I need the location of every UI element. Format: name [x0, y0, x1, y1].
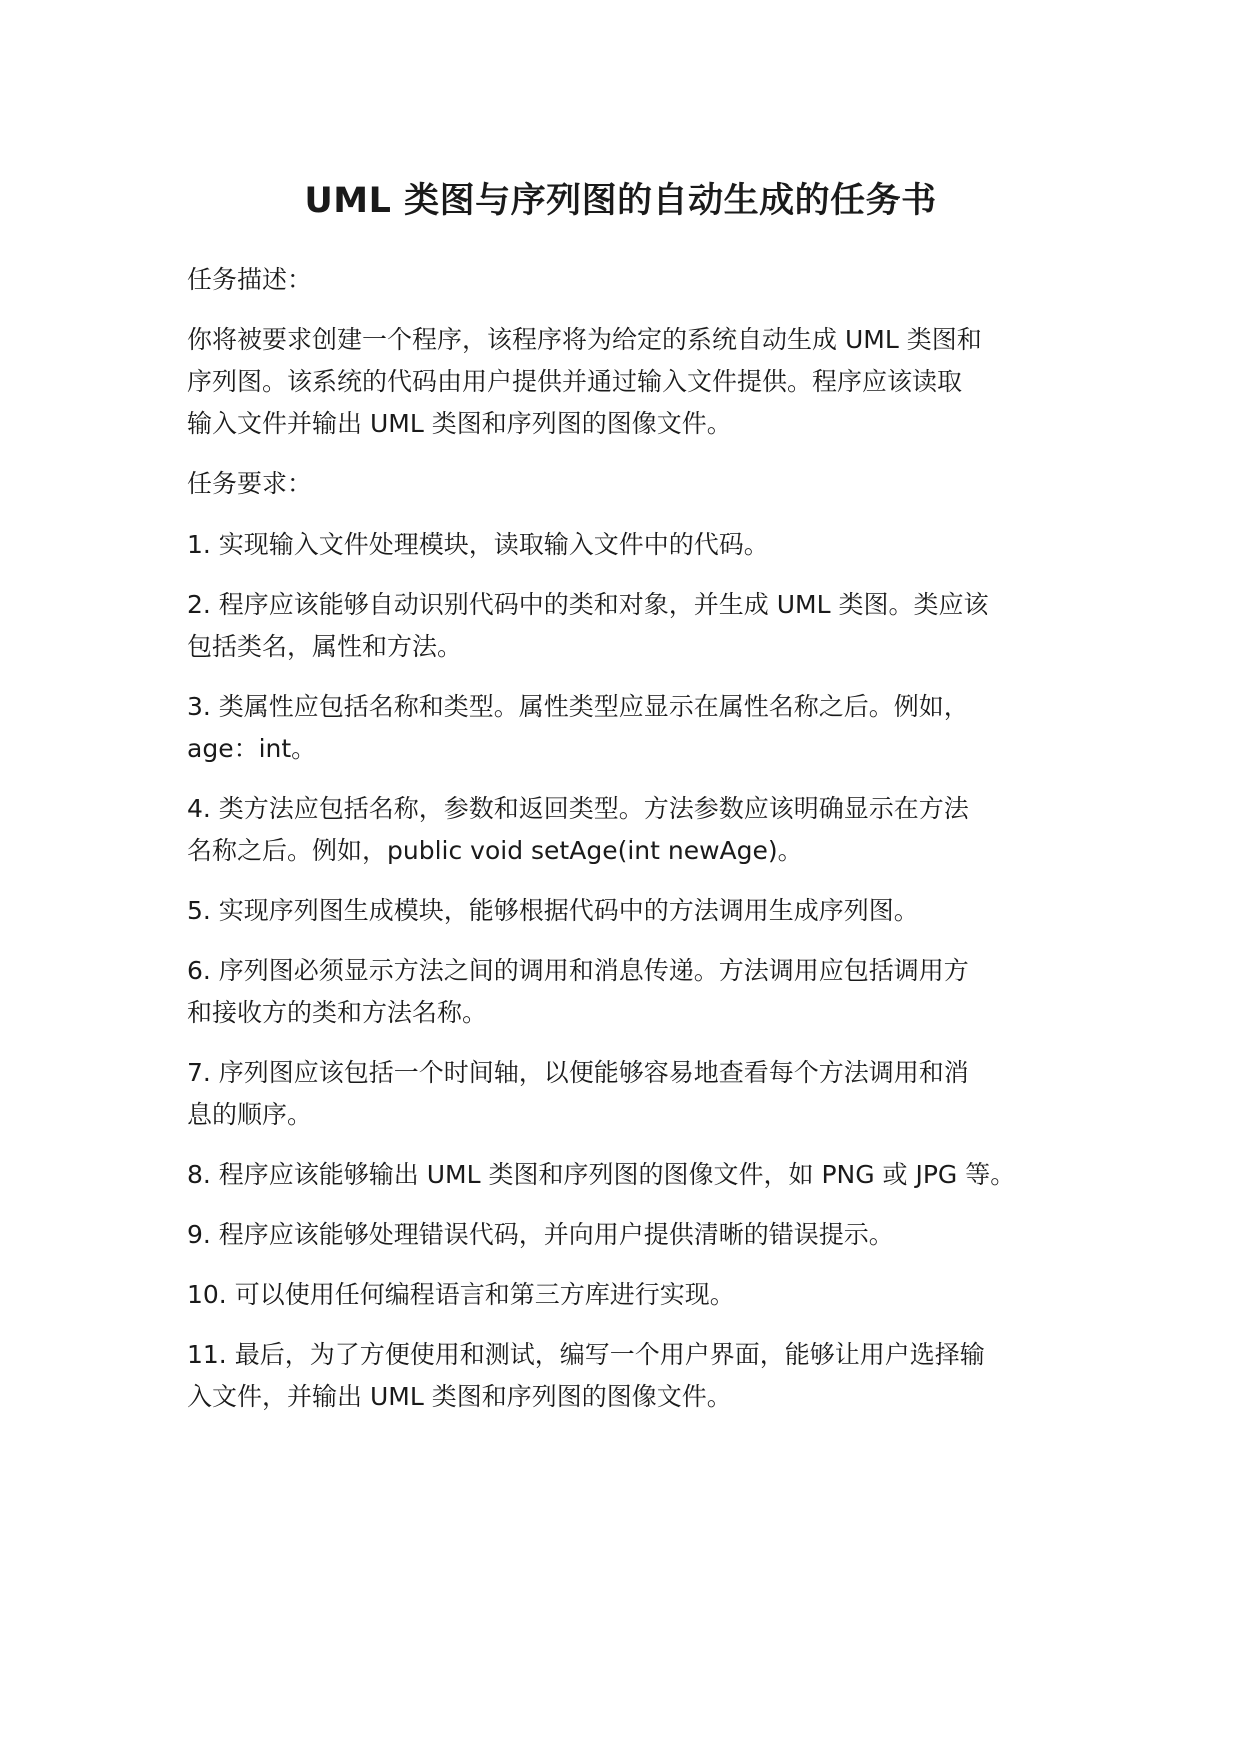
requirement-line: 10. 可以使用任何编程语言和第三方库进行实现。 — [187, 1280, 735, 1309]
requirement-line: 8. 程序应该能够输出 UML 类图和序列图的图像文件，如 PNG 或 JPG 等。 — [187, 1160, 1016, 1189]
description-line: 序列图。该系统的代码由用户提供并通过输入文件提供。程序应该读取 — [187, 367, 963, 396]
description-line: 你将被要求创建一个程序，该程序将为给定的系统自动生成 UML 类图和 — [187, 325, 982, 354]
requirement-line: 2. 程序应该能够自动识别代码中的类和对象，并生成 UML 类图。类应该 — [187, 590, 989, 619]
description-line: 输入文件并输出 UML 类图和序列图的图像文件。 — [187, 409, 732, 438]
description-heading: 任务描述： — [187, 265, 313, 294]
requirement-line: 6. 序列图必须显示方法之间的调用和消息传递。方法调用应包括调用方 — [187, 956, 969, 985]
requirement-line: age：int。 — [187, 734, 317, 763]
requirement-line: 5. 实现序列图生成模块，能够根据代码中的方法调用生成序列图。 — [187, 896, 919, 925]
requirement-line: 11. 最后，为了方便使用和测试，编写一个用户界面，能够让用户选择输 — [187, 1340, 985, 1369]
requirement-line: 9. 程序应该能够处理错误代码，并向用户提供清晰的错误提示。 — [187, 1220, 894, 1249]
requirement-line: 4. 类方法应包括名称，参数和返回类型。方法参数应该明确显示在方法 — [187, 794, 969, 823]
requirement-line: 7. 序列图应该包括一个时间轴，以便能够容易地查看每个方法调用和消 — [187, 1058, 969, 1087]
requirement-line: 入文件，并输出 UML 类图和序列图的图像文件。 — [187, 1382, 732, 1411]
requirement-line: 3. 类属性应包括名称和类型。属性类型应显示在属性名称之后。例如， — [187, 692, 969, 721]
requirement-line: 包括类名，属性和方法。 — [187, 632, 463, 661]
requirement-line: 息的顺序。 — [187, 1100, 313, 1129]
requirements-heading: 任务要求： — [187, 469, 313, 498]
document-title: UML 类图与序列图的自动生成的任务书 — [304, 181, 937, 221]
requirement-line: 和接收方的类和方法名称。 — [187, 998, 488, 1027]
requirement-line: 1. 实现输入文件处理模块，读取输入文件中的代码。 — [187, 530, 769, 559]
requirement-line: 名称之后。例如，public void setAge(int newAge)。 — [187, 836, 803, 865]
